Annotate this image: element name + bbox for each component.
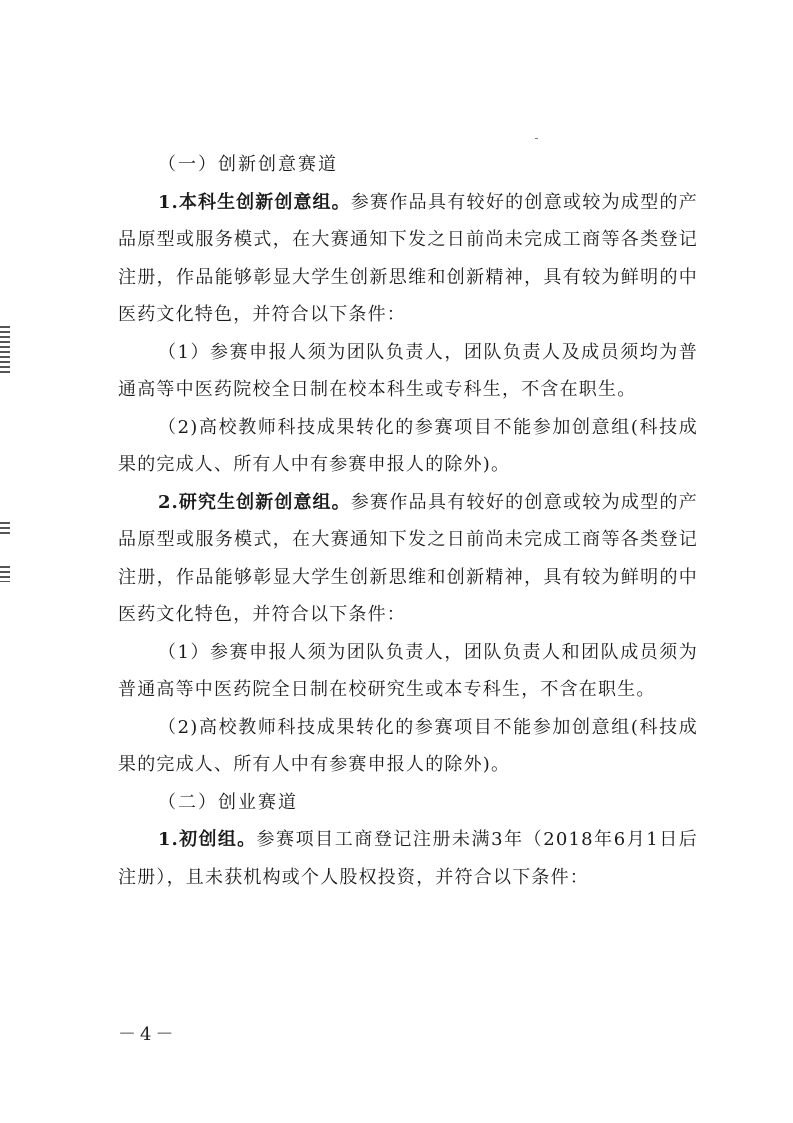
condition-item-2: （2)高校教师科技成果转化的参赛项目不能参加创意组(科技成果的完成人、所有人中有参赛申报人的除外)。 <box>118 416 698 475</box>
scan-dot-mark <box>535 138 538 139</box>
group-text-undergrad: 参赛作品具有较好的创意或较为成型的产品原型或服务模式，在大赛通知下发之日前尚未完成工商等各类登记注册，作品能够彰显大学生创新思维和创新精神，具有较为鲜明的中医药文化特色，并符合以下条件： <box>118 191 698 325</box>
paragraph-grad-group <box>118 484 698 634</box>
scan-edge-mark <box>0 566 10 582</box>
group-text-grad: 参赛作品具有较好的创意或较为成型的产品原型或服务模式，在大赛通知下发之日前尚未完成工商等各类登记注册，作品能够彰显大学生创新思维和创新精神，具有较为鲜明的中医药文化特色，并符合以下条件： <box>118 491 698 625</box>
document-body <box>118 146 698 896</box>
scan-edge-mark <box>0 522 10 534</box>
group-title-startup: 1.初创组。 <box>158 829 257 850</box>
paragraph-undergrad-group <box>118 184 698 334</box>
group-title-undergrad: 1.本科生创新创意组。 <box>158 191 351 213</box>
group-text-startup: 参赛项目工商登记注册未满3年（2018年6月1日后注册），且未获机构或个人股权投资，并符合以下条件： <box>118 829 698 888</box>
group-title-grad: 2.研究生创新创意组。 <box>158 491 351 513</box>
scan-edge-mark <box>0 326 10 374</box>
condition-item-1: （1）参赛申报人须为团队负责人，团队负责人及成员须均为普通高等中医药院校全日制在校本科生或专科生，不含在职生。 <box>118 341 698 400</box>
condition-item-1: （1）参赛申报人须为团队负责人，团队负责人和团队成员须为普通高等中医药院全日制在校研究生或本专科生，不含在职生。 <box>118 641 698 700</box>
section-heading-track2: （二）创业赛道 <box>158 791 298 813</box>
page-number: －4－ <box>118 1024 178 1045</box>
section-heading-track1: （一）创新创意赛道 <box>158 154 338 175</box>
paragraph-startup-group <box>118 821 698 896</box>
condition-item-2: （2)高校教师科技成果转化的参赛项目不能参加创意组(科技成果的完成人、所有人中有参赛申报人的除外)。 <box>118 716 698 775</box>
